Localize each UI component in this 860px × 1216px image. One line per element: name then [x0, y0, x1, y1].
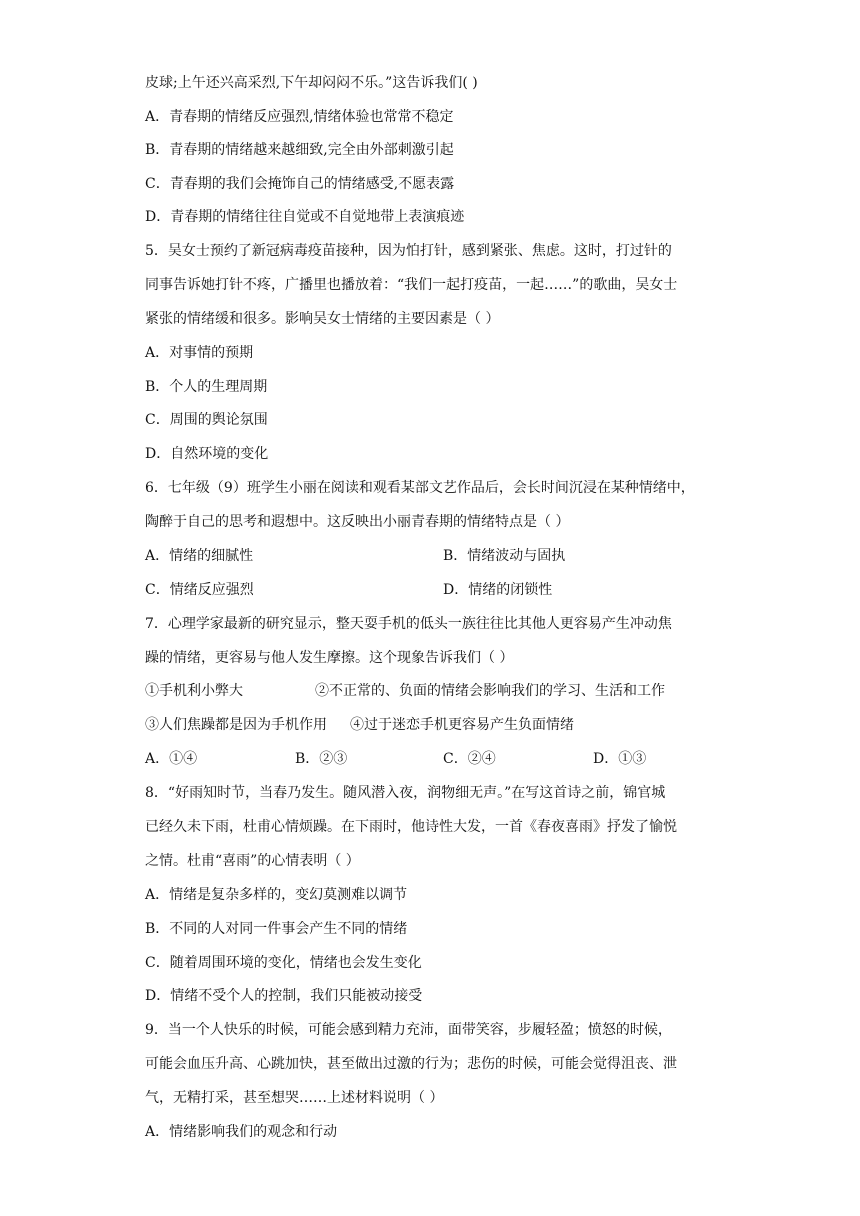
q7-statement-3: ③人们焦躁都是因为手机作用 [145, 717, 327, 733]
q4-option-d: D．青春期的情绪往往自觉或不自觉地带上表演痕迹 [145, 209, 465, 225]
q8-option-b: B．不同的人对同一件事会产生不同的情绪 [145, 921, 408, 937]
q9-stem-line1: 9．当一个人快乐的时候，可能会感到精力充沛，面带笑容，步履轻盈；愤怒的时候， [145, 1022, 672, 1038]
q6-stem-line1: 6．七年级（9）班学生小丽在阅读和观看某部文艺作品后，会长时间沉浸在某种情绪中， [145, 480, 695, 496]
q6-option-b: B．情绪波动与固执 [443, 548, 566, 564]
q6-options-row1 [145, 545, 725, 567]
q4-option-b: B．青春期的情绪越来越细致,完全由外部刺激引起 [145, 142, 454, 158]
q6-option-c: C．情绪反应强烈 [145, 582, 254, 598]
q7-statements-row1 [145, 680, 725, 702]
q7-option-d: D．①③ [593, 751, 647, 767]
q4-option-a: A．青春期的情绪反应强烈,情绪体验也常常不稳定 [145, 109, 454, 125]
q7-options-row [145, 748, 725, 770]
q7-option-c: C．②④ [443, 751, 496, 767]
q5-stem-line2: 同事告诉她打针不疼，广播里也播放着：“我们一起打疫苗，一起……”的歌曲，吴女士 [145, 277, 678, 293]
q7-stem-line1: 7．心理学家最新的研究显示，整天耍手机的低头一族往往比其他人更容易产生冲动焦 [145, 616, 672, 632]
q9-option-a: A．情绪影响我们的观念和行动 [145, 1124, 338, 1140]
q6-option-d: D．情绪的闭锁性 [443, 582, 553, 598]
q8-option-d: D．情绪不受个人的控制，我们只能被动接受 [145, 988, 423, 1004]
q7-statement-1: ①手机利小弊大 [145, 683, 243, 699]
q4-stem-tail: 皮球;上午还兴高采烈,下午却闷闷不乐。”这告诉我们( ) [145, 75, 478, 91]
q7-option-b: B．②③ [295, 751, 348, 767]
q7-stem-line2: 躁的情绪，更容易与他人发生摩擦。这个现象告诉我们（ ） [145, 650, 514, 666]
q7-statement-2: ②不正常的、负面的情绪会影响我们的学习、生活和工作 [315, 683, 665, 699]
q6-option-a: A．情绪的细腻性 [145, 548, 254, 564]
q6-stem-line2: 陶醉于自己的思考和遐想中。这反映出小丽青春期的情绪特点是（ ） [145, 514, 570, 530]
q9-stem-line3: 气，无精打采，甚至想哭……上述材料说明（ ） [145, 1090, 444, 1106]
q6-options-row2 [145, 579, 725, 601]
q7-statements-row2 [145, 714, 725, 736]
q5-option-b: B．个人的生理周期 [145, 379, 268, 395]
q9-stem-line2: 可能会血压升高、心跳加快，甚至做出过激的行为；悲伤的时候，可能会觉得沮丧、泄 [145, 1056, 677, 1072]
q8-stem-line3: 之情。杜甫“喜雨”的心情表明（ ） [145, 853, 360, 869]
q4-option-c: C．青春期的我们会掩饰自己的情绪感受,不愿表露 [145, 176, 455, 192]
q5-option-d: D．自然环境的变化 [145, 446, 269, 462]
q7-statement-4: ④过于迷恋手机更容易产生负面情绪 [350, 717, 574, 733]
q5-stem-line1: 5．吴女士预约了新冠病毒疫苗接种，因为怕打针，感到紧张、焦虑。这时，打过针的 [145, 243, 672, 259]
q5-option-c: C．周围的舆论氛围 [145, 412, 268, 428]
q5-stem-line3: 紧张的情绪缓和很多。影响吴女士情绪的主要因素是（ ） [145, 311, 500, 327]
q5-option-a: A．对事情的预期 [145, 345, 254, 361]
q8-option-a: A．情绪是复杂多样的，变幻莫测难以调节 [145, 887, 408, 903]
q7-option-a: A．①④ [145, 751, 198, 767]
q8-stem-line2: 已经久未下雨，杜甫心情烦躁。在下雨时，他诗性大发，一首《春夜喜雨》抒发了愉悦 [145, 819, 677, 835]
q8-stem-line1: 8．“好雨知时节，当春乃发生。随风潜入夜，润物细无声。”在写这首诗之前，锦官城 [145, 785, 666, 801]
q8-option-c: C．随着周围环境的变化，情绪也会发生变化 [145, 955, 422, 971]
